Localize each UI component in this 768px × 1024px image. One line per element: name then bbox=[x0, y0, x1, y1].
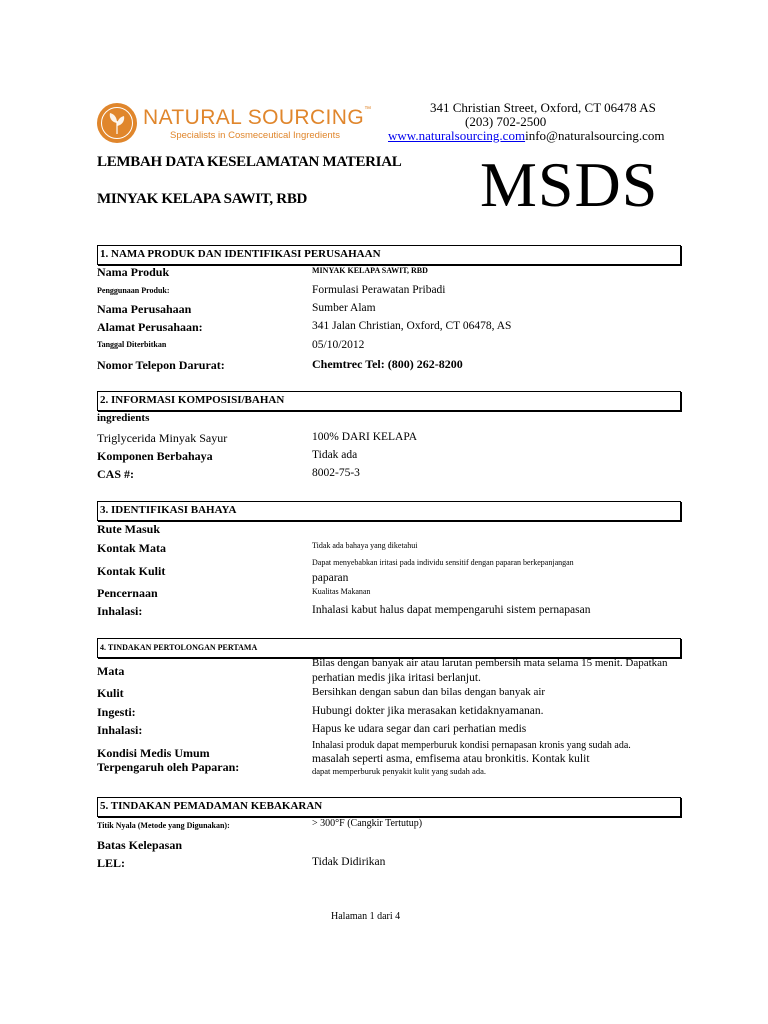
logo-trademark: ™ bbox=[364, 106, 372, 113]
label-company-address: Alamat Perusahaan: bbox=[97, 320, 203, 334]
email-text: info@naturalsourcing.com bbox=[525, 128, 665, 143]
label-triglyceride: Triglycerida Minyak Sayur bbox=[97, 431, 228, 445]
product-title: MINYAK KELAPA SAWIT, RBD bbox=[97, 191, 308, 207]
website-link[interactable]: www.naturalsourcing.com bbox=[388, 128, 526, 143]
label-eye-contact: Kontak Mata bbox=[97, 541, 166, 555]
label-flash-point: Titik Nyala (Metode yang Digunakan): bbox=[97, 821, 230, 830]
value-eye-contact: Tidak ada bahaya yang diketahui bbox=[312, 541, 418, 550]
section-1-header bbox=[97, 245, 681, 265]
value-company-address: 341 Jalan Christian, Oxford, CT 06478, AS bbox=[312, 320, 512, 332]
msds-badge: MSDS bbox=[480, 149, 659, 220]
natural-sourcing-logo bbox=[97, 103, 397, 143]
label-issue-date: Tanggal Diterbitkan bbox=[97, 340, 167, 349]
section-4-header bbox=[97, 638, 681, 658]
label-explosion-limits: Batas Kelepasan bbox=[97, 838, 183, 852]
page-number: Halaman 1 dari 4 bbox=[331, 911, 401, 922]
label-inhalation-first-aid: Inhalasi: bbox=[97, 723, 143, 737]
value-medical-conditions-cont: masalah seperti asma, emfisema atau bronkitis. Kontak kulit bbox=[312, 753, 590, 765]
routes-subheader: Rute Masuk bbox=[97, 522, 161, 536]
value-cas: 8002-75-3 bbox=[312, 467, 360, 479]
value-medical-conditions: Inhalasi produk dapat memperburuk kondisi pernapasan kronis yang sudah ada. bbox=[312, 740, 631, 751]
label-lel: LEL: bbox=[97, 856, 126, 870]
value-skin-contact: Dapat menyebabkan iritasi pada individu sensitif dengan paparan berkepanjangan bbox=[312, 558, 574, 567]
label-emergency-phone: Nomor Telepon Darurat: bbox=[97, 358, 225, 372]
value-company-name: Sumber Alam bbox=[312, 302, 376, 314]
value-emergency-phone: Chemtrec Tel: (800) 262-8200 bbox=[312, 357, 463, 371]
section-5-header bbox=[97, 797, 681, 817]
section-3-header bbox=[97, 501, 681, 521]
value-skin: Bersihkan dengan sabun dan bilas dengan banyak air bbox=[312, 686, 546, 698]
label-medical-conditions-cont: Terpengaruh oleh Paparan: bbox=[97, 760, 240, 774]
label-skin: Kulit bbox=[97, 686, 124, 700]
ingredients-subheader: ingredients bbox=[97, 412, 150, 424]
section-4-title: 4. TINDAKAN PERTOLONGAN PERTAMA bbox=[100, 643, 258, 652]
value-hazardous-components: Tidak ada bbox=[312, 449, 358, 461]
value-inhalation-first-aid: Hapus ke udara segar dan cari perhatian medis bbox=[312, 723, 527, 735]
leaf-emblem-icon bbox=[97, 103, 137, 143]
value-inhalation: Inhalasi kabut halus dapat mempengaruhi sistem pernapasan bbox=[312, 604, 591, 616]
document-title: LEMBAH DATA KESELAMATAN MATERIAL bbox=[97, 154, 402, 170]
company-address: 341 Christian Street, Oxford, CT 06478 AS bbox=[430, 100, 656, 115]
label-ingestion: Pencernaan bbox=[97, 586, 158, 600]
contact-line bbox=[388, 128, 665, 144]
label-hazardous-components: Komponen Berbahaya bbox=[97, 449, 213, 463]
label-product-use: Penggunaan Produk: bbox=[97, 286, 170, 295]
value-ingestion-first-aid: Hubungi dokter jika merasakan ketidaknyamanan. bbox=[312, 705, 544, 717]
label-company-name: Nama Perusahaan bbox=[97, 302, 192, 316]
label-skin-contact: Kontak Kulit bbox=[97, 564, 166, 578]
value-product-use: Formulasi Perawatan Pribadi bbox=[312, 284, 446, 296]
value-triglyceride: 100% DARI KELAPA bbox=[312, 431, 417, 443]
company-phone: (203) 702-2500 bbox=[465, 114, 547, 129]
section-5-title: 5. TINDAKAN PEMADAMAN KEBAKARAN bbox=[100, 800, 323, 812]
value-medical-conditions-cont2: dapat memperburuk penyakit kulit yang sudah ada. bbox=[312, 766, 486, 776]
section-2-title: 2. INFORMASI KOMPOSISI/BAHAN bbox=[100, 394, 285, 406]
logo-name: NATURAL SOURCING bbox=[143, 106, 365, 129]
label-cas: CAS #: bbox=[97, 467, 135, 481]
value-skin-contact-cont: paparan bbox=[312, 572, 349, 584]
label-ingestion-first-aid: Ingesti: bbox=[97, 705, 136, 719]
value-issue-date: 05/10/2012 bbox=[312, 339, 365, 351]
value-product-name: MINYAK KELAPA SAWIT, RBD bbox=[312, 266, 428, 275]
value-eyes-cont: perhatian medis jika iritasi berlanjut. bbox=[312, 672, 481, 684]
label-inhalation: Inhalasi: bbox=[97, 604, 143, 618]
value-ingestion: Kualitas Makanan bbox=[312, 587, 371, 596]
section-3-title: 3. IDENTIFIKASI BAHAYA bbox=[100, 504, 237, 516]
logo-tagline: Specialists in Cosmeceutical Ingredients bbox=[170, 130, 341, 141]
section-1-title: 1. NAMA PRODUK DAN IDENTIFIKASI PERUSAHAAN bbox=[100, 248, 381, 260]
value-flash-point: > 300°F (Cangkir Tertutup) bbox=[312, 818, 423, 829]
label-product-name: Nama Produk bbox=[97, 265, 170, 279]
value-eyes: Bilas dengan banyak air atau larutan pembersih mata selama 15 menit. Dapatkan bbox=[312, 657, 668, 669]
label-medical-conditions: Kondisi Medis Umum bbox=[97, 746, 210, 760]
value-lel: Tidak Didirikan bbox=[312, 856, 386, 868]
section-2-header bbox=[97, 391, 681, 411]
label-eyes: Mata bbox=[97, 664, 125, 678]
